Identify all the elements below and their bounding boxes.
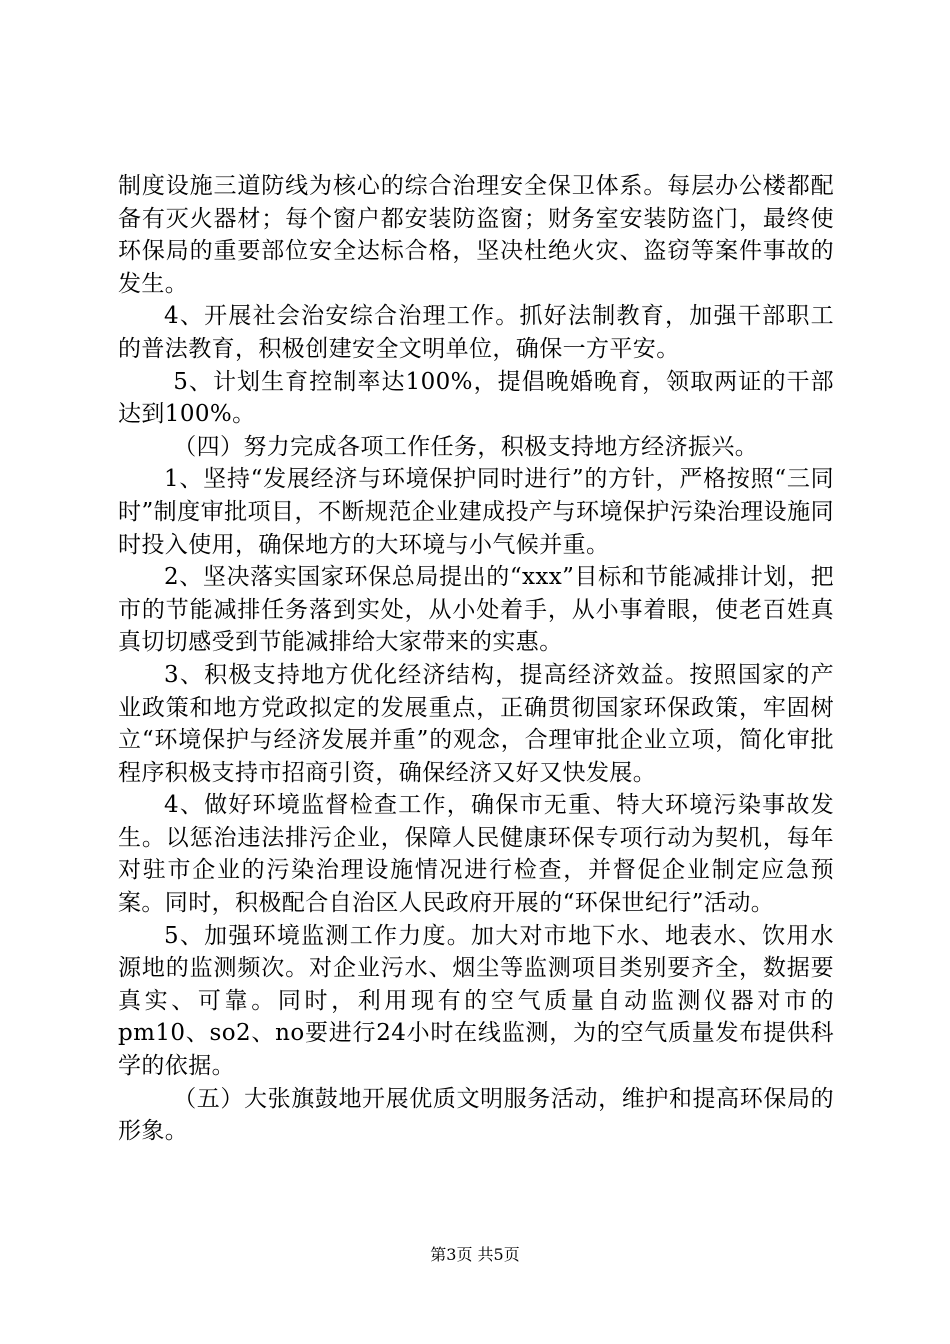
paragraph-energy-saving: 2、坚决落实国家环保总局提出的“xxx”目标和节能减排计划，把市的节能减排任务落到实处，从小处着手，从小事着眼，使老百姓真真切切感受到节能减排给大家带来的实惠。	[118, 564, 834, 656]
paragraph-family-planning: 5、计划生育控制率达100%，提倡晚婚晚育，领取两证的干部达到100%。	[118, 368, 834, 428]
page-footer: 第3页 共5页	[430, 1245, 520, 1264]
paragraph-public-order: 4、开展社会治安综合治理工作。抓好法制教育，加强干部职工的普法教育，积极创建安全文明单位，确保一方平安。	[118, 303, 834, 362]
document-body	[118, 170, 834, 1148]
section-heading-five: （五）大张旗鼓地开展优质文明服务活动，维护和提高环保局的形象。	[118, 1085, 834, 1145]
section-heading-four: （四）努力完成各项工作任务，积极支持地方经济振兴。	[173, 433, 759, 460]
paragraph-economic-structure: 3、积极支持地方优化经济结构，提高经济效益。按照国家的产业政策和地方党政拟定的发展重点，正确贯彻国家环保政策，牢固树立“环境保护与经济发展并重”的观念，合理审批企业立项，简化审批程序积极支持市招商引资，确保经济又好又快发展。	[118, 661, 834, 786]
paragraph-security-system: 制度设施三道防线为核心的综合治理安全保卫体系。每层办公楼都配备有灭火器材；每个窗户都安装防盗窗；财务室安装防盗门，最终使环保局的重要部位安全达标合格，坚决杜绝火灾、盗窃等案件事故的发生。	[118, 173, 834, 297]
paragraph-economy-environment: 1、坚持“发展经济与环境保护同时进行”的方针，严格按照“三同时”制度审批项目，不断规范企业建成投产与环境保护污染治理设施同时投入使用，确保地方的大环境与小气候并重。	[118, 466, 834, 558]
paragraph-monitoring: 5、加强环境监测工作力度。加大对市地下水、地表水、饮用水源地的监测频次。对企业污水、烟尘等监测项目类别要齐全，数据要真实、可靠。同时，利用现有的空气质量自动监测仪器对市的pm10、so2、no要进行24小时在线监测，为的空气质量发布提供科学的依据。	[118, 922, 834, 1080]
paragraph-supervision: 4、做好环境监督检查工作，确保市无重、特大环境污染事故发生。以惩治违法排污企业，保障人民健康环保专项行动为契机，每年对驻市企业的污染治理设施情况进行检查，并督促企业制定应急预案。同时，积极配合自治区人民政府开展的“环保世纪行”活动。	[118, 792, 834, 917]
